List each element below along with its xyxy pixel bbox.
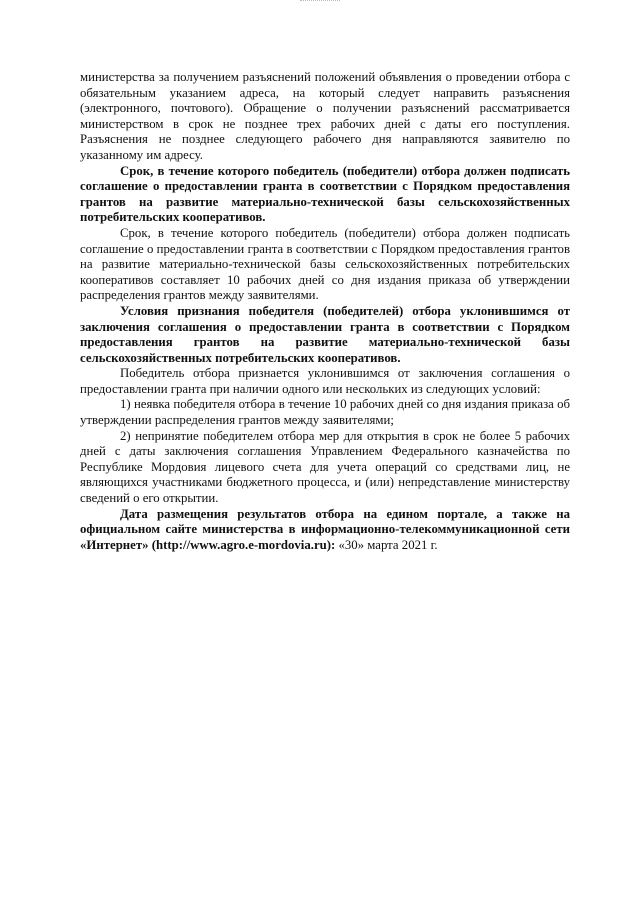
- publication-date: «30» марта 2021 г.: [338, 537, 438, 552]
- heading-results-publication-text: Дата размещения результатов отбора на едином портале, а также на официальном сайте министерства в информационно-телекоммуникационной сети «Интернет» (http://www.agro.e-mordovia.ru):: [80, 506, 570, 552]
- heading-signing-deadline-text: Срок, в течение которого победитель (победители) отбора должен подписать соглашение о предоставлении гранта в соответствии с Порядком предоставления грантов на развитие материально-технической базы сельскохозяйственных потребительских кооперативов.: [80, 163, 570, 225]
- page-top-mark: [300, 0, 340, 5]
- list-item-condition-1: 1) неявка победителя отбора в течение 10 рабочих дней со дня издания приказа об утверждении распределения грантов между заявителями;: [80, 397, 570, 428]
- paragraph-clarifications: министерства за получением разъяснений положений объявления о проведении отбора с обязательным указанием адреса, на который следует направить разъяснения (электронного, почтового). Обращение о получении разъяснений рассматривается министерством в срок не позднее трех рабочих дней с даты его поступления. Разъяснения не позднее следующего рабочего дня направляются заявителю по указанному им адресу.: [80, 70, 570, 162]
- list-item-condition-2: 2) непринятие победителем отбора мер для открытия в срок не более 5 рабочих дней с даты заключения соглашения Управлением Федерального казначейства по Республике Мордовия лицевого счета для учета операций со средствами лиц, не являющихся участниками бюджетного процесса, и (или) непредставление министерству сведений о его открытии.: [80, 428, 570, 506]
- heading-evasion-conditions: [80, 304, 570, 366]
- paragraph-evasion-intro: Победитель отбора признается уклонившимся от заключения соглашения о предоставлении гранта при наличии одного или нескольких из следующих условий:: [80, 366, 570, 396]
- paragraph-signing-deadline: Срок, в течение которого победитель (победители) отбора должен подписать соглашение о предоставлении гранта в соответствии с Порядком предоставления грантов на развитие материально-технической базы сельскохозяйственных потребительских кооперативов составляет 10 рабочих дней со дня издания приказа об утверждении распределения грантов между заявителями.: [80, 225, 570, 303]
- heading-signing-deadline: [80, 164, 570, 226]
- heading-evasion-conditions-text: Условия признания победителя (победителей) отбора уклонившимся от заключения соглашения о предоставлении гранта в соответствии с Порядком предоставления грантов на развитие материально-технической базы сельскохозяйственных потребительских кооперативов.: [80, 303, 570, 365]
- heading-results-publication: [80, 507, 570, 554]
- document-page: [80, 70, 570, 553]
